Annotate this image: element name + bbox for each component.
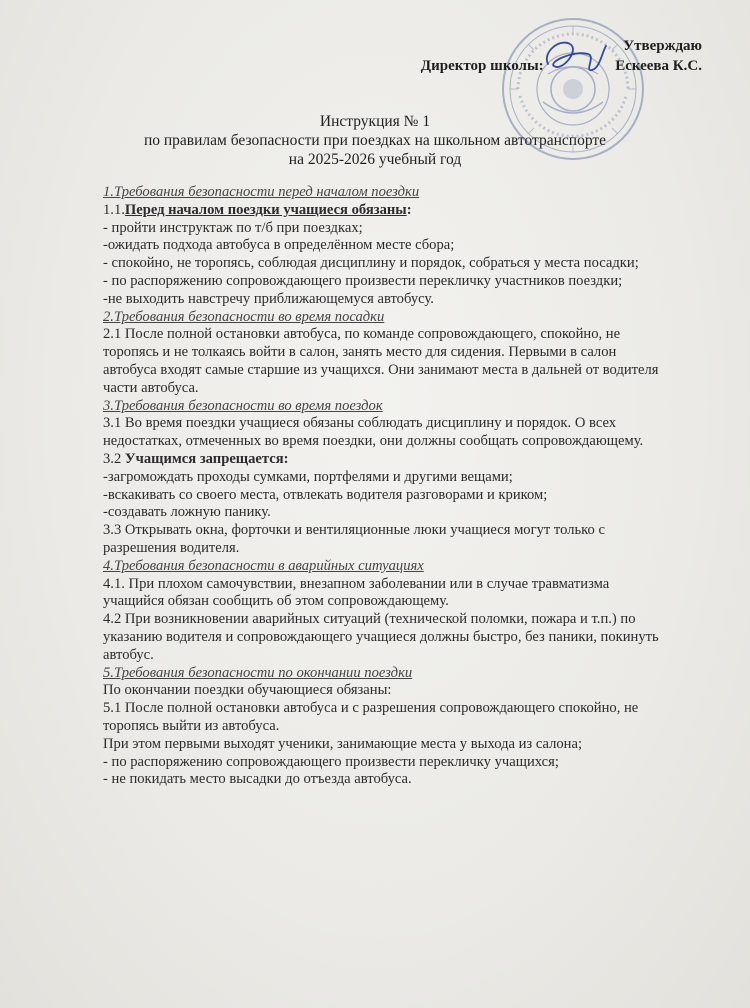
line-text: 1.1. xyxy=(103,201,125,218)
instruction-line xyxy=(103,718,723,736)
line-text: 5.Требования безопасности по окончании поездки xyxy=(103,664,413,681)
instruction-line xyxy=(103,380,723,398)
instruction-body xyxy=(103,184,723,789)
line-text: 3.Требования безопасности во время поездок xyxy=(103,397,383,414)
section-heading xyxy=(103,184,723,202)
line-text: указанию водителя и сопровождающего учащиеся должны быстро, без паники, покинуть xyxy=(103,628,659,645)
instruction-line xyxy=(103,255,723,273)
director-line xyxy=(421,56,702,76)
instruction-line xyxy=(103,237,723,255)
line-text: 4.Требования безопасности в аварийных ситуациях xyxy=(103,557,424,574)
instruction-line xyxy=(103,415,723,433)
line-text: По окончании поездки обучающиеся обязаны: xyxy=(103,682,392,699)
title-line-3: на 2025-2026 учебный год xyxy=(288,151,462,168)
approval-block xyxy=(421,36,702,76)
line-text: 3.2 xyxy=(103,450,125,467)
section-heading xyxy=(103,309,723,327)
line-text: разрешения водителя. xyxy=(103,539,240,556)
line-text: части автобуса. xyxy=(103,379,199,396)
instruction-line xyxy=(103,220,723,238)
line-text: 2.1 После полной остановки автобуса, по команде сопровождающего, спокойно, не xyxy=(103,326,621,343)
line-emphasis: Перед началом поездки учащиеся обязаны xyxy=(124,201,407,218)
line-text: -создавать ложную панику. xyxy=(103,504,271,521)
instruction-line xyxy=(103,647,723,665)
line-text: 2.Требования безопасности во время посадки xyxy=(103,308,385,325)
title-line-1: Инструкция № 1 xyxy=(319,113,431,130)
instruction-line xyxy=(103,629,723,647)
instruction-line xyxy=(103,540,723,558)
line-text: - не покидать место высадки до отъезда автобуса. xyxy=(103,771,412,788)
line-text: автобус. xyxy=(103,646,154,663)
line-text: -вскакивать со своего места, отвлекать водителя разговорами и криком; xyxy=(103,486,548,503)
line-text: - пройти инструктаж по т/б при поездках; xyxy=(103,219,363,236)
line-text: торопясь и не толкаясь войти в салон, занять место для сидения. Первыми в салон xyxy=(103,344,617,361)
line-text: - по распоряжению сопровождающего произвести перекличку учащихся; xyxy=(103,753,559,770)
instruction-line xyxy=(103,451,723,469)
instruction-line xyxy=(103,700,723,718)
line-text: 4.2 При возникновении аварийных ситуаций (технической поломки, пожара и т.п.) по xyxy=(103,611,636,628)
section-heading xyxy=(103,665,723,683)
instruction-line xyxy=(103,433,723,451)
line-suffix: : xyxy=(406,201,412,218)
line-text: учащийся обязан сообщить об этом сопровождающему. xyxy=(103,593,449,610)
line-text: недостатках, отмеченных во время поездки, они должны сообщать сопровождающему. xyxy=(103,433,644,450)
instruction-line xyxy=(103,326,723,344)
instruction-line xyxy=(103,344,723,362)
line-text: -загромождать проходы сумками, портфелями и другими вещами; xyxy=(103,468,513,485)
line-text: -не выходить навстречу приближающемуся автобусу. xyxy=(103,290,434,307)
title-line-2: по правилам безопасности при поездках на школьном автотранспорте xyxy=(143,132,607,149)
instruction-line xyxy=(103,771,723,789)
approve-label: Утверждаю xyxy=(623,38,702,54)
director-name: Ескеева К.С. xyxy=(615,58,702,74)
line-text: -ожидать подхода автобуса в определённом месте сбора; xyxy=(103,237,455,254)
instruction-line xyxy=(103,273,723,291)
instruction-line xyxy=(103,754,723,772)
line-text: 5.1 После полной остановки автобуса и с разрешения сопровождающего спокойно, не xyxy=(103,700,639,717)
instruction-line xyxy=(103,593,723,611)
instruction-line xyxy=(103,487,723,505)
line-text: 3.1 Во время поездки учащиеся обязаны соблюдать дисциплину и порядок. О всех xyxy=(103,415,617,432)
line-emphasis: Учащимся запрещается: xyxy=(124,450,289,467)
line-text: торопясь выйти из автобуса. xyxy=(103,717,280,734)
section-heading xyxy=(103,398,723,416)
instruction-line xyxy=(103,611,723,629)
line-text: - по распоряжению сопровождающего произвести перекличку участников поездки; xyxy=(103,272,623,289)
instruction-line xyxy=(103,576,723,594)
director-label: Директор школы: xyxy=(420,58,544,74)
instruction-line xyxy=(103,291,723,309)
line-text: автобуса входят самые старшие из учащихся. Они занимают места в дальней от водителя xyxy=(103,361,659,378)
line-text: При этом первыми выходят ученики, занимающие места у выхода из салона; xyxy=(103,735,583,752)
line-text: 4.1. При плохом самочувствии, внезапном заболевании или в случае травматизма xyxy=(103,575,610,592)
line-text: - спокойно, не торопясь, соблюдая дисциплину и порядок, собраться у места посадки; xyxy=(103,255,639,272)
line-text: 3.3 Открывать окна, форточки и вентиляционные люки учащиеся могут только с xyxy=(103,522,605,539)
instruction-line xyxy=(103,202,723,220)
line-text: 1.Требования безопасности перед началом поездки xyxy=(103,184,420,200)
instruction-line xyxy=(103,469,723,487)
instruction-line xyxy=(103,522,723,540)
document-title xyxy=(0,112,750,169)
instruction-line xyxy=(103,504,723,522)
instruction-line xyxy=(103,682,723,700)
section-heading xyxy=(103,558,723,576)
instruction-line xyxy=(103,736,723,754)
instruction-line xyxy=(103,362,723,380)
